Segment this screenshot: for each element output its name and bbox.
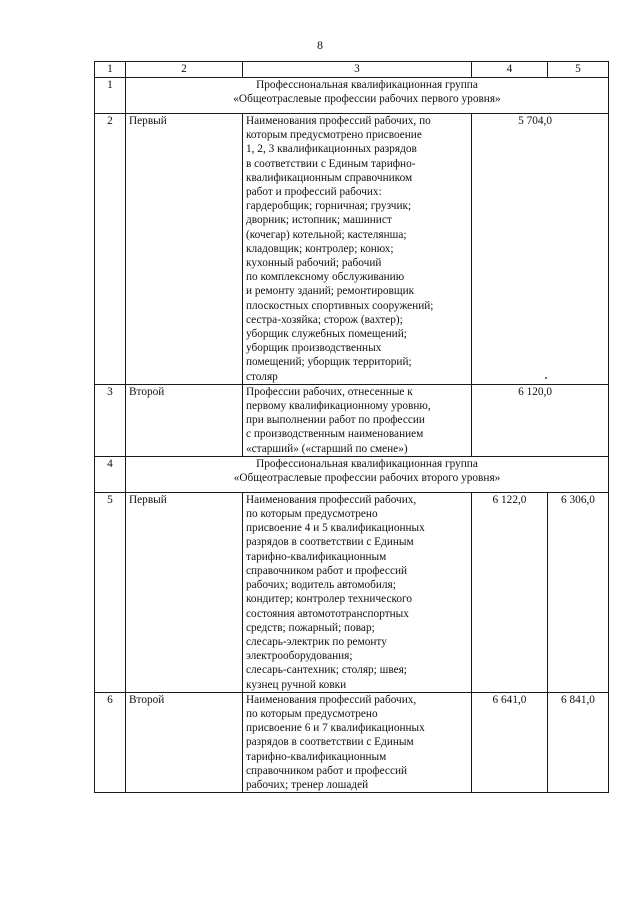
description-line: тарифно-квалификационным (246, 550, 387, 563)
description-line: гардеробщик; горничная; грузчик; (246, 200, 412, 213)
page-number: 8 (317, 38, 323, 52)
row-number: 5 (95, 492, 126, 692)
description-line: справочником работ и профессий (246, 764, 408, 777)
level-row (95, 114, 609, 385)
salary-value-col4: 6 641,0 (472, 692, 548, 792)
description-line: Наименования профессий рабочих, (246, 493, 417, 506)
description-line: разрядов в соответствии с Единым (246, 536, 414, 549)
salary-value-col4: 6 122,0 (472, 492, 548, 692)
description-line: слесарь-электрик по ремонту (246, 635, 387, 648)
salary-value-col5: 6 841,0 (548, 692, 609, 792)
row-number: 2 (95, 114, 126, 385)
description-line: и ремонту зданий; ремонтировщик (246, 285, 415, 298)
header-cell: 3 (243, 62, 472, 78)
description-line: плоскостных спортивных сооружений; (246, 299, 434, 312)
description-line: по комплексному обслуживанию (246, 271, 405, 284)
group-title (126, 456, 609, 492)
description-line: столяр (246, 370, 278, 383)
description-line: рабочих; тренер лошадей (246, 778, 369, 791)
level-name: Второй (126, 692, 243, 792)
group-title-line: Профессиональная квалификационная группа (256, 457, 478, 470)
salary-value: 5 704,0 (472, 114, 609, 385)
row-number: 3 (95, 384, 126, 456)
header-cell: 2 (126, 62, 243, 78)
header-cell: 1 (95, 62, 126, 78)
description-line: «старший» («старший по смене») (246, 442, 408, 455)
description-line: присвоение 4 и 5 квалификационных (246, 522, 425, 535)
salary-value: 6 120,0 (472, 384, 609, 456)
level-row (95, 384, 609, 456)
description-line: по которым предусмотрено (246, 508, 378, 521)
profession-description (243, 492, 472, 692)
group-title (126, 78, 609, 114)
group-title-line: «Общеотраслевые профессии рабочих первого уровня» (233, 93, 501, 106)
description-line: 1, 2, 3 квалификационных разрядов (246, 143, 417, 156)
description-line: сестра-хозяйка; сторож (вахтер); (246, 313, 403, 326)
description-line: Профессии рабочих, отнесенные к (246, 385, 413, 398)
description-line: разрядов в соответствии с Единым (246, 736, 414, 749)
row-number: 4 (95, 456, 126, 492)
profession-description (243, 114, 472, 385)
header-row (95, 62, 609, 78)
description-line: в соответствии с Единым тарифно- (246, 157, 416, 170)
description-line: уборщик служебных помещений; (246, 328, 407, 341)
level-name: Первый (126, 492, 243, 692)
description-line: первому квалификационному уровню, (246, 400, 431, 413)
description-line: присвоение 6 и 7 квалификационных (246, 722, 425, 735)
description-line: дворник; истопник; машинист (246, 214, 392, 227)
salary-value-col5: 6 306,0 (548, 492, 609, 692)
scan-speck (545, 377, 547, 379)
description-line: с производственным наименованием (246, 428, 424, 441)
description-line: справочником работ и профессий (246, 564, 408, 577)
group-row (95, 78, 609, 114)
description-line: средств; пожарный; повар; (246, 621, 375, 634)
header-cell: 5 (548, 62, 609, 78)
description-line: помещений; уборщик территорий; (246, 356, 412, 369)
description-line: электрооборудования; (246, 650, 353, 663)
description-line: квалификационным справочником (246, 171, 413, 184)
description-line: которым предусмотрено присвоение (246, 129, 422, 142)
level-name: Первый (126, 114, 243, 385)
description-line: Наименования профессий рабочих, по (246, 115, 431, 127)
group-row (95, 456, 609, 492)
row-number: 6 (95, 692, 126, 792)
description-line: (кочегар) котельной; кастелянша; (246, 228, 407, 241)
row-number: 1 (95, 78, 126, 114)
description-line: уборщик производственных (246, 342, 382, 355)
level-name: Второй (126, 384, 243, 456)
group-title-line: Профессиональная квалификационная группа (256, 79, 478, 91)
description-line: слесарь-сантехник; столяр; швея; (246, 664, 407, 677)
header-cell: 4 (472, 62, 548, 78)
description-line: Наименования профессий рабочих, (246, 693, 417, 706)
group-title-line: «Общеотраслевые профессии рабочих второго уровня» (233, 472, 501, 485)
description-line: кухонный рабочий; рабочий (246, 257, 382, 270)
profession-description (243, 384, 472, 456)
description-line: состояния автомототранспортных (246, 607, 409, 620)
description-line: работ и профессий рабочих: (246, 186, 382, 199)
description-line: рабочих; водитель автомобиля; (246, 579, 396, 592)
profession-description (243, 692, 472, 792)
description-line: кондитер; контролер технического (246, 593, 413, 606)
description-line: тарифно-квалификационным (246, 750, 387, 763)
description-line: при выполнении работ по профессии (246, 414, 425, 427)
description-line: кузнец ручной ковки (246, 678, 347, 691)
description-line: кладовщик; контролер; конюх; (246, 242, 394, 255)
description-line: по которым предусмотрено (246, 707, 378, 720)
level-row (95, 492, 609, 692)
qualification-table (94, 61, 609, 793)
level-row (95, 692, 609, 792)
